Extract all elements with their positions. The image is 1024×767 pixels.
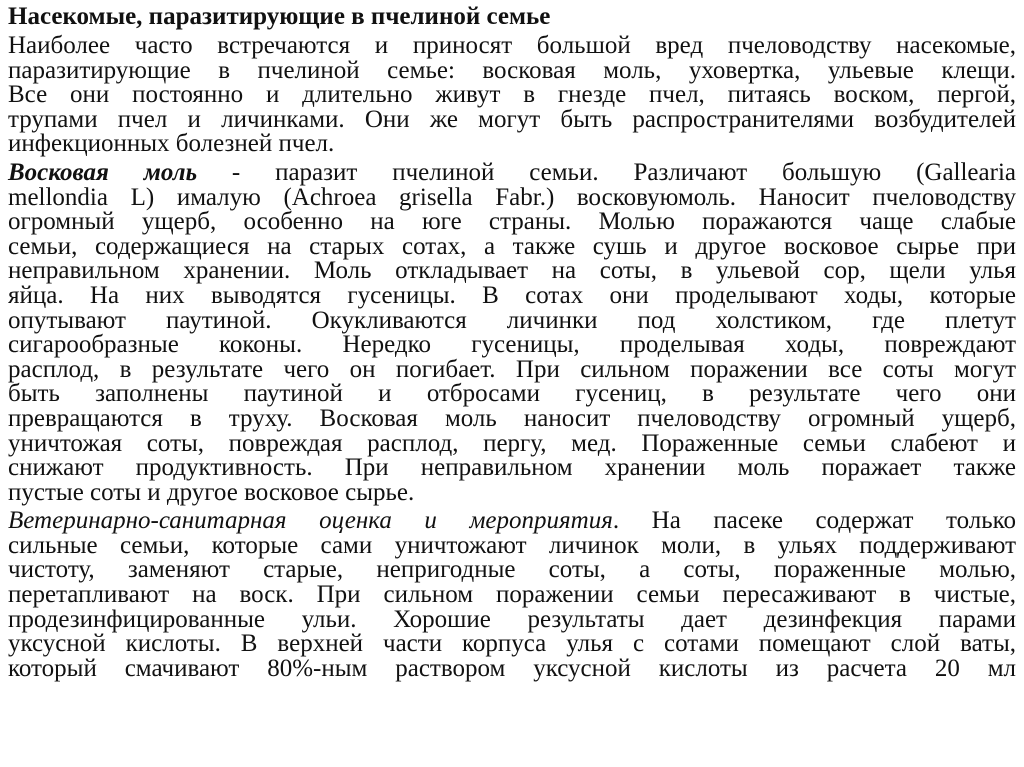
text-line: mellondia L) ималую (Achroea grisella Fabr.) восковуюмоль. Наносит пчеловодству (8, 183, 1016, 211)
text-line: перетапливают на воск. При сильном поражении семьи пересаживают в чистые, (8, 581, 1016, 609)
text-line: снижают продуктивность. При неправильном хранении моль поражает также (8, 454, 1016, 482)
text-line: чистоту, заменяют старые, непригодные соты, а соты, пораженные молью, (8, 556, 1016, 584)
text-line: семьи, содержащиеся на старых сотах, а также сушь и другое восковое сырье при (8, 232, 1016, 260)
text-line: быть заполнены паутиной и отбросами гусениц, в результате чего они (8, 380, 1016, 408)
text-line: сильные семьи, которые сами уничтожают личинок моли, в ульях поддерживают (8, 531, 1016, 559)
text-line: уничтожая соты, повреждая расплод, пергу, мед. Пораженные семьи слабеют и (8, 429, 1016, 457)
text-line: трупами пчел и личинками. Они же могут быть распространителями возбудителей (8, 105, 1016, 133)
wax-moth-term: Восковая моль (8, 158, 197, 186)
text-line: паразитирующие в пчелиной семье: восковая моль, уховертка, ульевые клещи. (8, 56, 1016, 84)
text-line: продезинфицированные ульи. Хорошие результаты дает дезинфекция парами (8, 605, 1016, 633)
text-line: неправильном хранении. Моль откладывает на соты, в ульевой сор, щели улья (8, 257, 1016, 285)
wax-moth-paragraph (8, 158, 1016, 506)
text-line: инфекционных болезней пчел. (8, 130, 335, 158)
document-title: Насекомые, паразитирующие в пчелиной семье (8, 3, 551, 30)
text-line: сигарообразные коконы. Нередко гусеницы, проделывая ходы, повреждают (8, 331, 1016, 359)
text-line: превращаются в труху. Восковая моль наносит пчеловодству огромный ущерб, (8, 404, 1016, 432)
text-line: опутывают паутиной. Окукливаются личинки под холстиком, где плетут (8, 306, 1016, 334)
text-line: Все они постоянно и длительно живут в гнезде пчел, питаясь воском, пергой, (8, 81, 1016, 109)
wax-moth-first-line: - паразит пчелиной семьи. Различают большую (Gallearia (197, 158, 1016, 186)
text-line: уксусной кислоты. В верхней части корпуса улья с сотами помещают слой ваты, (8, 630, 1016, 658)
text-line: который смачивают 80%-ным раствором уксусной кислоты из расчета 20 мл (8, 654, 1016, 682)
text-line: яйца. На них выводятся гусеницы. В сотах они проделывают ходы, которые (8, 281, 1016, 309)
veterinary-term: Ветеринарно-санитарная оценка и мероприятия (8, 507, 613, 535)
veterinary-first-line: . На пасеке содержат только (612, 507, 1016, 535)
veterinary-paragraph (8, 509, 1016, 681)
text-line (8, 509, 1016, 534)
text-line: огромный ущерб, особенно на юге страны. Молью поражаются чаще слабые (8, 208, 1016, 236)
text-line: пустые соты и другое восковое сырье. (8, 478, 415, 506)
text-line: расплод, в результате чего он погибает. При сильном поражении все соты могут (8, 355, 1016, 383)
text-line (8, 158, 1016, 186)
text-line: Наиболее часто встречаются и приносят большой вред пчеловодству насекомые, (8, 32, 1016, 59)
intro-paragraph (8, 34, 1016, 157)
